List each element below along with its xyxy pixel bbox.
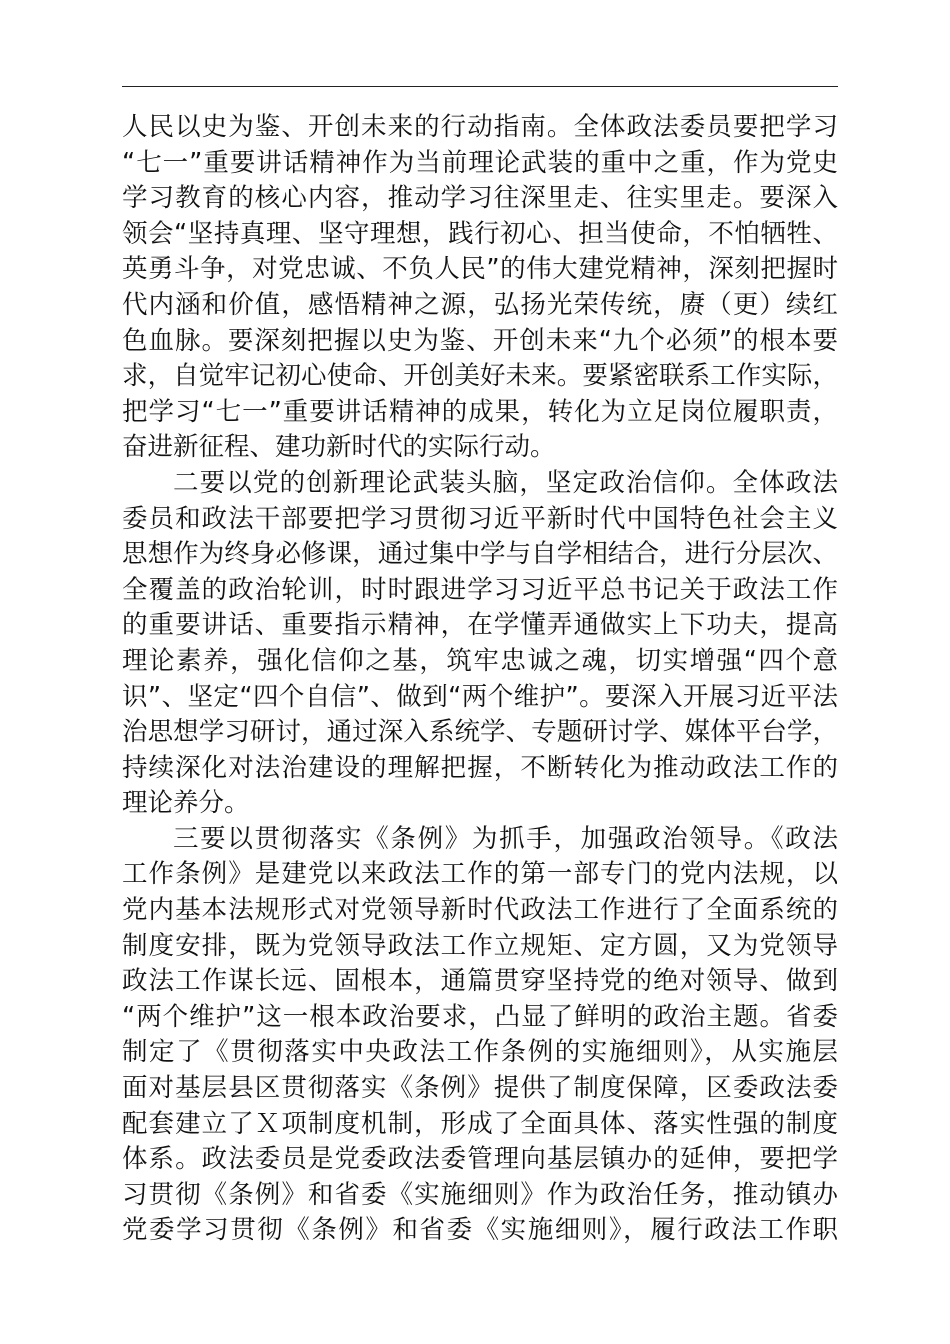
text-line: 求，自觉牢记初心使命、开创美好未来。要紧密联系工作实际，: [122, 361, 838, 392]
text-line: “两个维护”这一根本政治要求，凸显了鲜明的政治主题。省委: [122, 1001, 838, 1032]
text-line: 理论素养，强化信仰之基，筑牢忠诚之魂，切实增强“四个意: [122, 645, 838, 676]
text-line: 代内涵和价值，感悟精神之源，弘扬光荣传统，赓（更）续红: [122, 289, 838, 320]
text-line: 全覆盖的政治轮训，时时跟进学习习近平总书记关于政法工作: [122, 574, 838, 605]
body-text: [122, 110, 838, 1249]
text-line: 英勇斗争，对党忠诚、不负人民”的伟大建党精神，深刻把握时: [122, 254, 838, 285]
text-line: 三要以贯彻落实《条例》为抓手，加强政治领导。《政法: [173, 823, 838, 854]
text-line: 奋进新征程、建功新时代的实际行动。: [122, 432, 556, 463]
text-line: 把学习“七一”重要讲话精神的成果，转化为立足岗位履职责，: [122, 396, 838, 427]
text-line: 二要以党的创新理论武装头脑，坚定政治信仰。全体政法: [173, 467, 838, 498]
text-line: 政法工作谋长远、固根本，通篇贯穿坚持党的绝对领导、做到: [122, 966, 838, 997]
text-line: 学习教育的核心内容，推动学习往深里走、往实里走。要深入: [122, 183, 838, 214]
text-line: 习贯彻《条例》和省委《实施细则》作为政治任务，推动镇办: [122, 1179, 838, 1210]
text-line: 思想作为终身必修课，通过集中学与自学相结合，进行分层次、: [122, 539, 838, 570]
text-line: 领会“坚持真理、坚守理想，践行初心、担当使命，不怕牺牲、: [122, 218, 838, 249]
text-line: 理论养分。: [122, 788, 250, 819]
text-line: 识”、坚定“四个自信”、做到“两个维护”。要深入开展习近平法: [122, 681, 838, 712]
text-line: 党委学习贯彻《条例》和省委《实施细则》，履行政法工作职: [122, 1215, 838, 1246]
text-line: 工作条例》是建党以来政法工作的第一部专门的党内法规，以: [122, 859, 838, 890]
text-line: 治思想学习研讨，通过深入系统学、专题研讨学、媒体平台学，: [122, 717, 838, 748]
text-line: 党内基本法规形式对党领导新时代政法工作进行了全面系统的: [122, 895, 838, 926]
text-line: 的重要讲话、重要指示精神，在学懂弄通做实上下功夫，提高: [122, 610, 838, 641]
text-line: 持续深化对法治建设的理解把握，不断转化为推动政法工作的: [122, 752, 838, 783]
text-line: 配套建立了Ｘ项制度机制，形成了全面具体、落实性强的制度: [122, 1108, 838, 1139]
text-line: 委员和政法干部要把学习贯彻习近平新时代中国特色社会主义: [122, 503, 838, 534]
text-line: 色血脉。要深刻把握以史为鉴、开创未来“九个必须”的根本要: [122, 325, 838, 356]
text-line: 人民以史为鉴、开创未来的行动指南。全体政法委员要把学习: [122, 112, 838, 142]
text-line: 制定了《贯彻落实中央政法工作条例的实施细则》，从实施层: [122, 1037, 838, 1068]
header-rule: [122, 86, 838, 87]
text-line: 体系。政法委员是党委政法委管理向基层镇办的延伸，要把学: [122, 1144, 838, 1175]
text-line: 面对基层县区贯彻落实《条例》提供了制度保障，区委政法委: [122, 1073, 838, 1104]
text-line: “七一”重要讲话精神作为当前理论武装的重中之重，作为党史: [122, 147, 838, 178]
text-line: 制度安排，既为党领导政法工作立规矩、定方圆，又为党领导: [122, 930, 838, 961]
